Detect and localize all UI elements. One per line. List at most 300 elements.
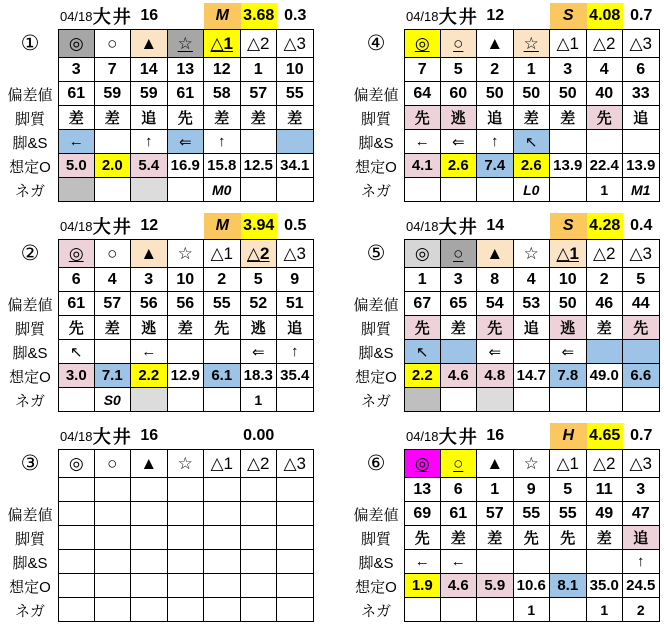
expected-odds-cell: 4.6 <box>441 364 478 388</box>
deviation-cell: 49 <box>587 502 624 526</box>
mark-cell: ○ <box>441 239 478 268</box>
nega-cell <box>477 598 514 622</box>
table-header <box>2 213 316 236</box>
nega-cell: L0 <box>514 178 551 202</box>
horse-number-cell: 4 <box>514 268 551 292</box>
running-style-cell: 先 <box>404 526 441 550</box>
expected-odds-cell: 7.4 <box>477 154 514 178</box>
running-style-cell: 差 <box>58 106 95 130</box>
running-style-cell: 逃 <box>550 316 587 340</box>
nega-cell <box>204 598 241 622</box>
delta-value: 0.7 <box>630 427 653 444</box>
nega-cell <box>623 388 660 412</box>
row-label-sotei_o: 想定O <box>355 368 397 386</box>
race-table-6 <box>348 423 662 622</box>
deviation-cell: 47 <box>623 502 660 526</box>
race-table-4 <box>348 3 662 202</box>
table-header <box>2 423 316 446</box>
mark-cell: △2 <box>587 29 624 58</box>
horse-number-cell: 4 <box>587 58 624 82</box>
expected-odds-cell <box>168 574 205 598</box>
nega-cell <box>58 388 95 412</box>
rating-value: 3.94 <box>241 213 278 239</box>
horse-number-cell: 13 <box>404 478 441 502</box>
row-label-hensachi: 偏差値 <box>7 296 53 314</box>
expected-odds-cell <box>277 574 314 598</box>
nega-cell: 2 <box>623 598 660 622</box>
race-table-1 <box>2 3 316 202</box>
running-style-cell: 先 <box>168 106 205 130</box>
deviation-cell: 64 <box>404 82 441 106</box>
running-style-cell: 追 <box>623 526 660 550</box>
running-style-cell: 先 <box>587 106 624 130</box>
expected-odds-cell <box>131 574 168 598</box>
rating-value: 4.65 <box>587 423 624 449</box>
expected-odds-cell: 6.1 <box>204 364 241 388</box>
row-label-ashi_s: 脚&S <box>12 554 48 572</box>
data-grid <box>2 239 316 412</box>
expected-odds-cell: 15.8 <box>204 154 241 178</box>
race-class <box>204 423 241 449</box>
deviation-cell: 57 <box>95 292 132 316</box>
nega-cell <box>587 388 624 412</box>
nega-cell <box>58 598 95 622</box>
row-label-hensachi: 偏差値 <box>7 86 53 104</box>
nega-cell <box>441 388 478 412</box>
row-label-nega: ネガ <box>360 602 391 620</box>
deviation-cell: 67 <box>404 292 441 316</box>
row-label-hensachi: 偏差値 <box>353 86 399 104</box>
running-style-cell: 逃 <box>241 316 278 340</box>
nega-cell <box>277 598 314 622</box>
leg-s-arrow-cell <box>58 550 95 574</box>
row-label-kyakushitsu: 脚質 <box>14 110 45 128</box>
running-style-cell: 差 <box>168 316 205 340</box>
nega-cell <box>514 388 551 412</box>
deviation-cell: 69 <box>404 502 441 526</box>
table-header <box>348 3 662 26</box>
delta-value: 0.7 <box>630 7 653 24</box>
expected-odds-cell: 18.3 <box>241 364 278 388</box>
horse-number-cell: 8 <box>477 268 514 292</box>
horse-number-cell: 12 <box>204 58 241 82</box>
race-date: 04/18 <box>405 218 439 234</box>
nega-cell <box>404 178 441 202</box>
running-style-cell <box>277 526 314 550</box>
expected-odds-cell: 5.4 <box>131 154 168 178</box>
race-date: 04/18 <box>59 8 93 24</box>
row-label-sotei_o: 想定O <box>9 578 51 596</box>
data-grid <box>348 449 662 622</box>
nega-cell <box>204 388 241 412</box>
nega-cell <box>168 598 205 622</box>
deviation-cell: 50 <box>514 82 551 106</box>
field-size: 12 <box>140 217 159 234</box>
running-style-cell: 差 <box>95 106 132 130</box>
horse-number-cell: 3 <box>550 58 587 82</box>
running-style-cell: 先 <box>404 316 441 340</box>
nega-cell: 1 <box>514 598 551 622</box>
mark-cell: ◎ <box>404 239 441 268</box>
row-label-hensachi: 偏差値 <box>353 506 399 524</box>
running-style-cell: 先 <box>204 316 241 340</box>
expected-odds-cell <box>241 574 278 598</box>
table-number: ④ <box>366 32 386 55</box>
venue-name: 大井 <box>92 7 133 27</box>
leg-s-arrow-cell <box>477 550 514 574</box>
venue-name: 大井 <box>438 7 479 27</box>
mark-cell: ◎ <box>404 29 441 58</box>
deviation-cell: 52 <box>241 292 278 316</box>
mark-cell: ☆ <box>168 449 205 478</box>
mark-cell: ☆ <box>514 239 551 268</box>
expected-odds-cell: 13.9 <box>623 154 660 178</box>
mark-cell: △3 <box>277 449 314 478</box>
running-style-cell: 差 <box>441 316 478 340</box>
row-label-empty <box>2 268 58 292</box>
expected-odds-cell: 24.5 <box>623 574 660 598</box>
race-class: H <box>550 423 587 449</box>
nega-cell <box>277 388 314 412</box>
horse-number-cell: 10 <box>550 268 587 292</box>
race-date: 04/18 <box>405 8 439 24</box>
nega-cell <box>95 598 132 622</box>
row-label-nega: ネガ <box>14 392 45 410</box>
deviation-cell <box>277 502 314 526</box>
table-header <box>348 213 662 236</box>
row-label-empty <box>2 478 58 502</box>
nega-cell: 1 <box>587 178 624 202</box>
mark-cell: ☆ <box>168 239 205 268</box>
nega-cell <box>477 388 514 412</box>
horse-number-cell: 9 <box>514 478 551 502</box>
nega-cell <box>550 388 587 412</box>
deviation-cell <box>204 502 241 526</box>
horse-number-cell: 2 <box>587 268 624 292</box>
deviation-cell: 50 <box>550 82 587 106</box>
rating-value: 4.08 <box>587 3 624 29</box>
deviation-cell: 46 <box>587 292 624 316</box>
deviation-cell: 61 <box>58 82 95 106</box>
expected-odds-cell: 22.4 <box>587 154 624 178</box>
venue-name: 大井 <box>92 217 133 237</box>
leg-s-arrow-cell: ↑ <box>477 130 514 154</box>
delta-value: 0.4 <box>630 217 653 234</box>
venue-name: 大井 <box>438 427 479 447</box>
expected-odds-cell: 7.8 <box>550 364 587 388</box>
expected-odds-cell: 5.0 <box>58 154 95 178</box>
horse-number-cell: 6 <box>58 268 95 292</box>
horse-number-cell: 11 <box>587 478 624 502</box>
deviation-cell: 53 <box>514 292 551 316</box>
leg-s-arrow-cell: ← <box>441 550 478 574</box>
race-class: S <box>550 213 587 239</box>
leg-s-arrow-cell: ↖ <box>58 340 95 364</box>
expected-odds-cell: 2.0 <box>95 154 132 178</box>
nega-cell <box>168 388 205 412</box>
deviation-cell: 55 <box>550 502 587 526</box>
leg-s-arrow-cell: ← <box>404 130 441 154</box>
horse-number-cell: 10 <box>168 268 205 292</box>
horse-number-cell <box>95 478 132 502</box>
leg-s-arrow-cell: ⇐ <box>441 130 478 154</box>
data-grid <box>348 29 662 202</box>
leg-s-arrow-cell <box>550 550 587 574</box>
deviation-cell: 55 <box>204 292 241 316</box>
running-style-cell: 差 <box>277 106 314 130</box>
leg-s-arrow-cell: ← <box>58 130 95 154</box>
table-number: ③ <box>20 452 40 475</box>
nega-cell <box>550 178 587 202</box>
mark-cell: ▲ <box>131 239 168 268</box>
leg-s-arrow-cell <box>241 130 278 154</box>
running-style-cell: 先 <box>514 526 551 550</box>
running-style-cell: 追 <box>514 316 551 340</box>
mark-cell: ○ <box>95 239 132 268</box>
running-style-cell: 差 <box>441 526 478 550</box>
mark-cell: △2 <box>587 449 624 478</box>
race-class: M <box>204 213 241 239</box>
nega-cell <box>58 178 95 202</box>
nega-cell: 1 <box>587 598 624 622</box>
expected-odds-cell <box>58 574 95 598</box>
mark-cell: △2 <box>241 29 278 58</box>
running-style-cell: 逃 <box>131 316 168 340</box>
expected-odds-cell: 14.7 <box>514 364 551 388</box>
horse-number-cell: 13 <box>168 58 205 82</box>
mark-cell: ○ <box>95 449 132 478</box>
deviation-cell: 56 <box>131 292 168 316</box>
expected-odds-cell: 2.6 <box>441 154 478 178</box>
running-style-cell <box>95 526 132 550</box>
table-number: ② <box>20 242 40 265</box>
expected-odds-cell: 8.1 <box>550 574 587 598</box>
table-number: ① <box>20 32 40 55</box>
expected-odds-cell: 49.0 <box>587 364 624 388</box>
leg-s-arrow-cell <box>204 340 241 364</box>
mark-cell: ▲ <box>131 449 168 478</box>
expected-odds-cell: 13.9 <box>550 154 587 178</box>
mark-cell: △3 <box>623 29 660 58</box>
running-style-cell: 差 <box>550 106 587 130</box>
running-style-cell: 追 <box>277 316 314 340</box>
leg-s-arrow-cell <box>550 130 587 154</box>
row-label-ashi_s: 脚&S <box>12 134 48 152</box>
mark-cell: ☆ <box>514 29 551 58</box>
row-label-sotei_o: 想定O <box>355 158 397 176</box>
data-grid <box>2 449 316 622</box>
row-label-ashi_s: 脚&S <box>12 344 48 362</box>
horse-number-cell: 1 <box>404 268 441 292</box>
leg-s-arrow-cell: ⇐ <box>168 130 205 154</box>
horse-number-cell: 5 <box>623 268 660 292</box>
running-style-cell: 逃 <box>441 106 478 130</box>
running-style-cell: 差 <box>95 316 132 340</box>
mark-cell: △1 <box>550 29 587 58</box>
mark-cell: △3 <box>277 239 314 268</box>
expected-odds-cell <box>204 574 241 598</box>
running-style-cell: 先 <box>477 316 514 340</box>
race-date: 04/18 <box>405 428 439 444</box>
expected-odds-cell <box>95 574 132 598</box>
horse-number-cell <box>168 478 205 502</box>
deviation-cell <box>58 502 95 526</box>
expected-odds-cell: 7.1 <box>95 364 132 388</box>
race-table-3 <box>2 423 316 622</box>
mark-cell: ☆ <box>514 449 551 478</box>
nega-cell <box>95 178 132 202</box>
race-table-5 <box>348 213 662 412</box>
row-label-nega: ネガ <box>360 182 391 200</box>
delta-value: 0.5 <box>284 217 307 234</box>
running-style-cell: 追 <box>477 106 514 130</box>
mark-cell: △3 <box>623 239 660 268</box>
mark-cell: ◎ <box>58 29 95 58</box>
row-label-hensachi: 偏差値 <box>7 506 53 524</box>
horse-number-cell: 1 <box>514 58 551 82</box>
running-style-cell: 追 <box>623 106 660 130</box>
row-label-hensachi: 偏差値 <box>353 296 399 314</box>
expected-odds-cell: 3.0 <box>58 364 95 388</box>
leg-s-arrow-cell <box>168 550 205 574</box>
running-style-cell: 追 <box>131 106 168 130</box>
expected-odds-cell: 2.2 <box>404 364 441 388</box>
deviation-cell: 57 <box>477 502 514 526</box>
running-style-cell: 差 <box>514 106 551 130</box>
data-grid <box>348 239 662 412</box>
mark-cell: △2 <box>241 449 278 478</box>
venue-name: 大井 <box>438 217 479 237</box>
deviation-cell: 55 <box>514 502 551 526</box>
horse-number-cell <box>241 478 278 502</box>
deviation-cell <box>131 502 168 526</box>
leg-s-arrow-cell: ⇐ <box>477 340 514 364</box>
rating-value: 3.68 <box>241 3 278 29</box>
field-size: 16 <box>140 427 159 444</box>
nega-cell <box>241 178 278 202</box>
leg-s-arrow-cell: ⇐ <box>550 340 587 364</box>
row-label-nega: ネガ <box>14 182 45 200</box>
horse-number-cell: 5 <box>241 268 278 292</box>
horse-number-cell: 3 <box>131 268 168 292</box>
leg-s-arrow-cell <box>204 550 241 574</box>
leg-s-arrow-cell: ↖ <box>404 340 441 364</box>
horse-number-cell: 14 <box>131 58 168 82</box>
leg-s-arrow-cell: ⇐ <box>241 340 278 364</box>
deviation-cell <box>95 502 132 526</box>
deviation-cell: 50 <box>550 292 587 316</box>
running-style-cell: 先 <box>550 526 587 550</box>
race-date: 04/18 <box>59 218 93 234</box>
mark-cell: ○ <box>441 449 478 478</box>
row-label-empty <box>348 58 404 82</box>
leg-s-arrow-cell <box>587 550 624 574</box>
mark-cell: △2 <box>241 239 278 268</box>
row-label-empty <box>2 58 58 82</box>
running-style-cell: 先 <box>623 316 660 340</box>
running-style-cell <box>241 526 278 550</box>
row-label-sotei_o: 想定O <box>9 158 51 176</box>
expected-odds-cell: 6.6 <box>623 364 660 388</box>
mark-cell: ☆ <box>168 29 205 58</box>
row-label-nega: ネガ <box>360 392 391 410</box>
running-style-cell <box>168 526 205 550</box>
delta-value: 0.3 <box>284 7 307 24</box>
nega-cell <box>131 388 168 412</box>
delta-value <box>277 423 314 449</box>
row-label-kyakushitsu: 脚質 <box>360 320 391 338</box>
race-class: M <box>204 3 241 29</box>
leg-s-arrow-cell <box>441 340 478 364</box>
horse-number-cell: 10 <box>277 58 314 82</box>
horse-number-cell: 3 <box>623 478 660 502</box>
leg-s-arrow-cell <box>277 130 314 154</box>
expected-odds-cell: 35.4 <box>277 364 314 388</box>
expected-odds-cell: 34.1 <box>277 154 314 178</box>
field-size: 16 <box>486 427 505 444</box>
nega-cell <box>241 598 278 622</box>
deviation-cell: 61 <box>58 292 95 316</box>
running-style-cell <box>131 526 168 550</box>
deviation-cell: 56 <box>168 292 205 316</box>
leg-s-arrow-cell: ↑ <box>623 550 660 574</box>
deviation-cell: 61 <box>168 82 205 106</box>
running-style-cell: 差 <box>477 526 514 550</box>
row-label-empty <box>348 478 404 502</box>
deviation-cell: 55 <box>277 82 314 106</box>
deviation-cell: 44 <box>623 292 660 316</box>
nega-cell: 1 <box>241 388 278 412</box>
leg-s-arrow-cell <box>277 550 314 574</box>
horse-number-cell: 2 <box>204 268 241 292</box>
field-size: 14 <box>486 217 505 234</box>
mark-cell: △1 <box>550 239 587 268</box>
nega-cell: S0 <box>95 388 132 412</box>
horse-number-cell: 5 <box>550 478 587 502</box>
nega-cell <box>404 598 441 622</box>
horse-number-cell <box>58 478 95 502</box>
data-grid <box>2 29 316 202</box>
row-label-sotei_o: 想定O <box>355 578 397 596</box>
row-label-kyakushitsu: 脚質 <box>14 320 45 338</box>
running-style-cell: 差 <box>204 106 241 130</box>
mark-cell: ◎ <box>404 449 441 478</box>
mark-cell: ◎ <box>58 449 95 478</box>
deviation-cell: 33 <box>623 82 660 106</box>
expected-odds-cell: 1.9 <box>404 574 441 598</box>
deviation-cell: 61 <box>441 502 478 526</box>
horse-number-cell: 2 <box>477 58 514 82</box>
expected-odds-cell: 4.1 <box>404 154 441 178</box>
mark-cell: ▲ <box>477 29 514 58</box>
leg-s-arrow-cell <box>514 550 551 574</box>
leg-s-arrow-cell: ↑ <box>131 130 168 154</box>
race-class: S <box>550 3 587 29</box>
leg-s-arrow-cell <box>587 130 624 154</box>
nega-cell <box>168 178 205 202</box>
nega-cell <box>441 598 478 622</box>
nega-cell <box>277 178 314 202</box>
nega-cell <box>404 388 441 412</box>
horse-number-cell: 7 <box>95 58 132 82</box>
mark-cell: △2 <box>587 239 624 268</box>
race-table-2 <box>2 213 316 412</box>
row-label-nega: ネガ <box>14 602 45 620</box>
leg-s-arrow-cell: ↑ <box>204 130 241 154</box>
running-style-cell: 先 <box>404 106 441 130</box>
mark-cell: ▲ <box>477 239 514 268</box>
mark-cell: ○ <box>441 29 478 58</box>
